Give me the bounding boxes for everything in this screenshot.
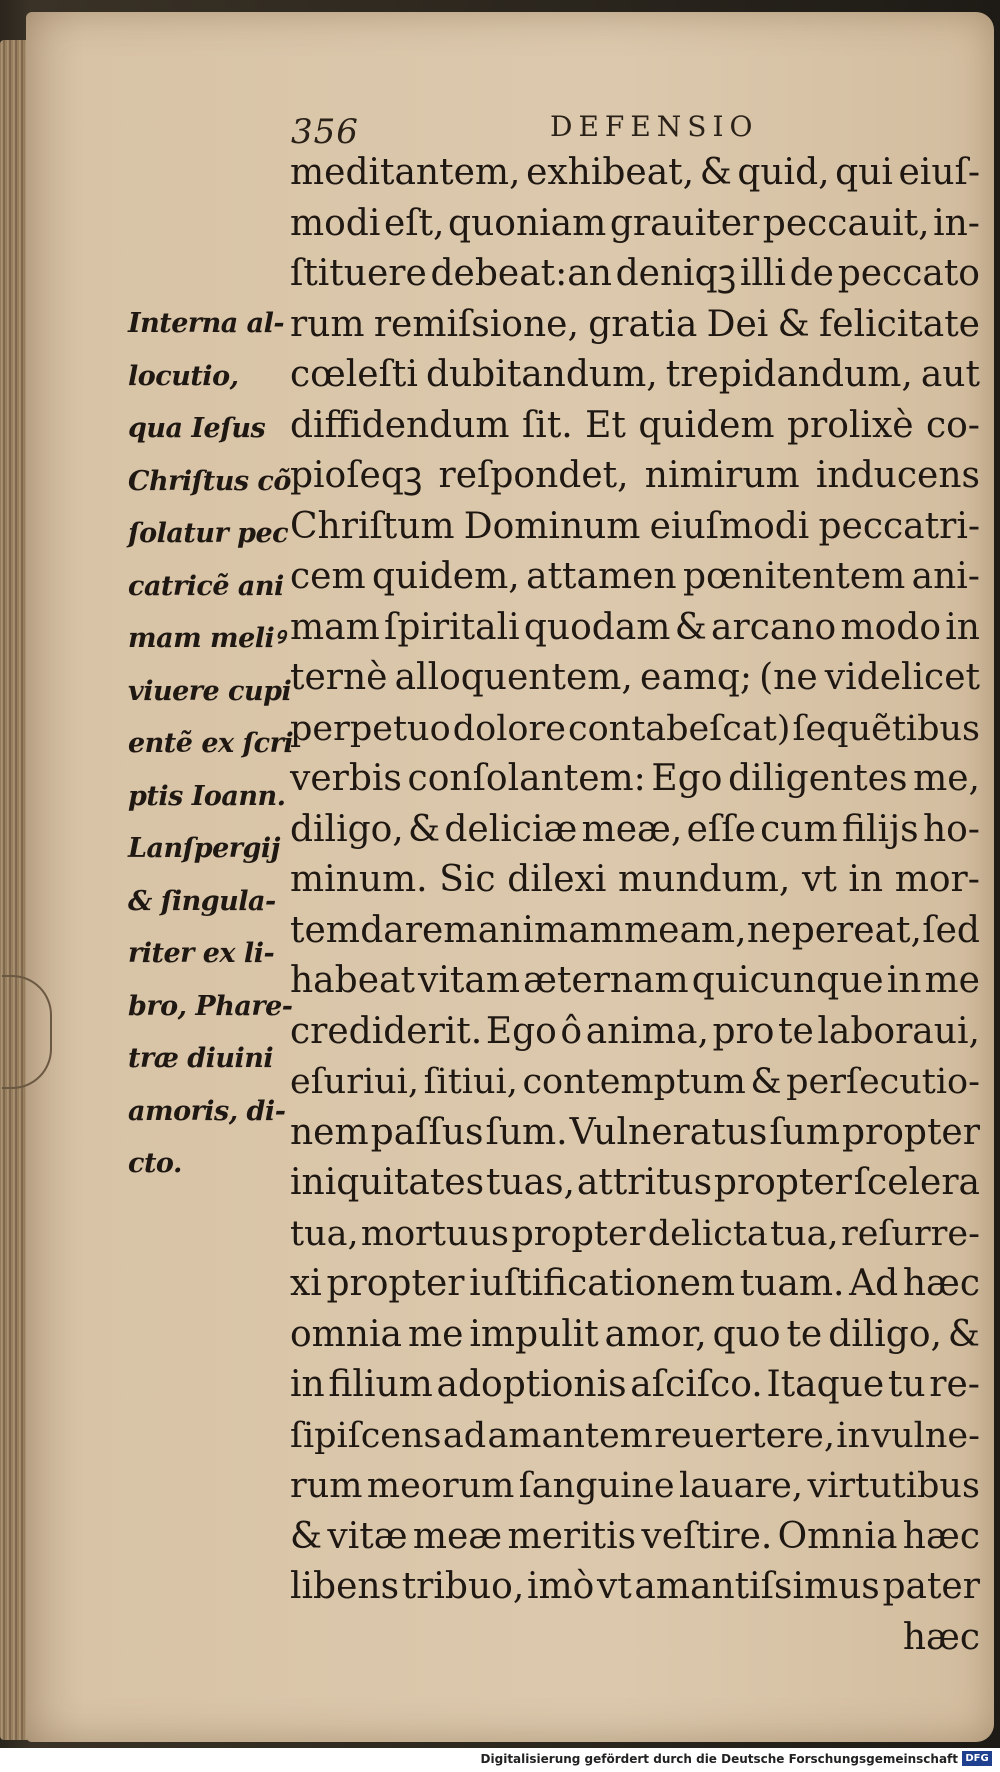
text-word: alloquentem, [394, 657, 633, 698]
text-word: pioſeqꝫ [290, 455, 423, 496]
text-word: ſed [922, 909, 980, 951]
text-word: ſpiritali [384, 606, 520, 648]
text-word: meæ, [581, 808, 683, 850]
text-word: tua, [770, 1213, 839, 1254]
text-word: arcano [711, 606, 837, 648]
text-line [290, 199, 980, 250]
text-word: tuam. [739, 1263, 845, 1304]
text-word: libens [290, 1566, 400, 1607]
text-word: contabeſcat) [568, 708, 791, 749]
text-line [290, 1108, 980, 1159]
text-word: deniqꝫ [615, 253, 737, 294]
text-line [290, 148, 980, 199]
text-word: pro [712, 1010, 775, 1052]
text-line [290, 956, 980, 1007]
text-word: Itaque [766, 1364, 885, 1405]
text-word: mortuus [360, 1213, 510, 1254]
text-word: reſurre- [840, 1213, 980, 1254]
text-word: Ego [651, 758, 723, 799]
text-word: ô [560, 1010, 583, 1052]
text-word: quo [712, 1313, 781, 1355]
text-word: in- [933, 202, 980, 244]
page-number: 356 [291, 112, 359, 152]
text-word: xi [290, 1263, 322, 1304]
text-line [290, 552, 980, 603]
text-word: in [836, 1415, 871, 1456]
text-word: peccato [837, 253, 980, 294]
text-word: filijs [841, 808, 919, 850]
text-word: diffidendum [290, 404, 510, 446]
text-word: tu [887, 1364, 926, 1405]
text-word: mam [290, 606, 380, 648]
text-word: paſſus [370, 1111, 484, 1153]
text-word: impulit [469, 1313, 599, 1355]
text-line [290, 805, 980, 856]
text-word: & [290, 1515, 323, 1557]
text-word: ſcelera [853, 1162, 980, 1203]
margin-note [128, 298, 293, 1191]
text-word: & [408, 808, 441, 850]
text-word: Dei [706, 303, 769, 345]
text-word: in [290, 1364, 325, 1405]
text-word: qui [835, 152, 893, 193]
text-word: meæ [412, 1515, 503, 1557]
text-word: mundum, [618, 859, 791, 900]
text-word: filium [328, 1364, 433, 1405]
text-word: tribuo, [401, 1566, 525, 1607]
text-word: eſt, [383, 202, 445, 244]
margin-note-line: & ſingula- [128, 885, 276, 917]
text-word: me [924, 960, 980, 1001]
text-word: meam, [624, 909, 747, 951]
text-word: Ego [485, 1010, 557, 1052]
text-line [290, 1310, 980, 1361]
catchword-text: hæc [902, 1616, 980, 1658]
text-line [290, 1259, 980, 1310]
text-word: me, [913, 758, 980, 799]
text-word: iuſtificationem [469, 1263, 736, 1304]
text-line [290, 1411, 980, 1462]
text-word: (ne [759, 657, 818, 698]
margin-note-line: Interna al- [128, 308, 285, 339]
text-word: deliciæ [444, 808, 578, 850]
margin-note-line: cto. [128, 1148, 182, 1179]
text-word: ternè [290, 657, 388, 698]
text-word: pereat, [791, 909, 922, 951]
text-word: imò [526, 1566, 595, 1607]
text-word: delicta [647, 1213, 768, 1254]
text-word: videlicet [824, 657, 980, 698]
text-line [290, 1158, 980, 1209]
text-word: Chriſtum [290, 505, 455, 547]
text-word: & [699, 152, 732, 193]
text-word: perpetuo [290, 708, 451, 749]
text-word: minum. [290, 859, 428, 900]
text-line [290, 1007, 980, 1058]
text-word: re- [929, 1364, 980, 1405]
text-word: ſequẽtibus [792, 708, 980, 749]
text-word: grauiter [609, 202, 760, 244]
text-word: cem [290, 556, 366, 597]
text-word: te [786, 1313, 823, 1355]
text-word: ani- [911, 556, 980, 597]
text-word: cœleſti [290, 354, 418, 395]
margin-note-line: qua Ieſus [128, 413, 266, 444]
text-word: tuas, [485, 1162, 576, 1203]
text-word: attritus [576, 1162, 713, 1203]
catchword [290, 1613, 980, 1664]
text-word: aſciſco. [630, 1364, 763, 1405]
text-word: ſum. [485, 1111, 568, 1153]
text-word: & [777, 303, 810, 345]
text-word: quodam [523, 606, 671, 648]
text-word: ho- [922, 808, 980, 850]
text-word: nem [290, 1111, 369, 1153]
margin-note-line: riter ex li- [128, 938, 275, 969]
margin-note-line: locutio, [128, 360, 239, 392]
margin-note-line: amoris, di- [128, 1095, 286, 1127]
text-word: amor, [604, 1313, 707, 1355]
text-word: & [750, 1062, 782, 1102]
text-word: Omnia [777, 1515, 898, 1557]
text-line [290, 1461, 980, 1512]
text-word: amantem [487, 1415, 653, 1456]
text-word: Et [585, 404, 626, 446]
text-word: attamen [526, 556, 677, 597]
text-word: animam [477, 909, 624, 951]
text-word: ſum [769, 1111, 840, 1153]
text-word: peccatri- [818, 505, 980, 547]
text-word: eſſe [686, 808, 756, 850]
text-word: pater [882, 1566, 980, 1607]
text-word: reuertere, [654, 1415, 835, 1456]
text-word: diligo, [828, 1313, 942, 1355]
margin-note-line: træ diuini [128, 1043, 274, 1074]
text-word: Dominum [463, 505, 641, 547]
text-word: quoniam [448, 202, 607, 244]
text-word: æternam [523, 960, 689, 1001]
text-word: tem [290, 909, 360, 951]
text-word: prolixè [786, 404, 914, 446]
text-word: dilexi [507, 859, 607, 900]
text-word: propter [511, 1213, 646, 1254]
margin-note-line: ſolatur pec [128, 518, 289, 549]
text-word: in [945, 606, 980, 648]
text-word: inducens [815, 455, 980, 496]
text-word: eiuſmodi [649, 505, 810, 547]
text-word: felicitate [818, 303, 980, 345]
text-word: Sic [439, 859, 496, 900]
footer-credit: Digitalisierung gefördert durch die Deutsche Forschungsgemeinschaft [480, 1752, 958, 1766]
text-line [290, 1057, 980, 1108]
text-line [290, 704, 980, 755]
text-word: habeat [290, 960, 415, 1001]
text-word: omnia [290, 1313, 402, 1355]
text-word: quicunque [691, 960, 884, 1001]
text-word: in [886, 960, 922, 1001]
text-line [290, 451, 980, 502]
text-line [290, 249, 980, 300]
text-word: diligentes [728, 758, 908, 799]
dfg-logo: DFG [962, 1751, 992, 1766]
text-line [290, 754, 980, 805]
text-word: lauare, [678, 1466, 804, 1506]
text-word: adoptionis [436, 1364, 627, 1405]
margin-note-line: ptis Ioann. [128, 780, 286, 812]
text-line [290, 1512, 980, 1563]
text-word: meditantem, [290, 152, 521, 193]
text-word: exhibeat, [526, 152, 695, 193]
text-word: vulne- [871, 1415, 980, 1456]
text-word: hæc [902, 1263, 980, 1304]
main-text-block [290, 148, 980, 1663]
text-word: vitam [418, 960, 520, 1001]
text-word: propter [326, 1263, 465, 1304]
text-word: anima, [585, 1010, 709, 1052]
text-line [290, 1562, 980, 1613]
text-word: laboraui, [817, 1010, 980, 1052]
text-line [290, 401, 980, 452]
text-word: verbis [290, 758, 402, 799]
text-line [290, 502, 980, 553]
text-word: te [778, 1010, 814, 1052]
text-word: crediderit. [290, 1010, 483, 1052]
text-word: dolore [452, 708, 566, 749]
text-word: ſanguine [518, 1466, 675, 1506]
text-word: ſtituere [290, 253, 427, 294]
text-word: quidem [638, 404, 775, 446]
text-word: Ad [849, 1263, 899, 1304]
text-line [290, 1209, 980, 1260]
text-word: quid, [737, 152, 830, 193]
text-word: conſolantem: [407, 758, 646, 799]
text-word: remiſsione, [373, 303, 579, 345]
text-word: amantiſsimus [634, 1566, 880, 1607]
text-word: meorum [366, 1466, 515, 1506]
text-word: perſecutio- [786, 1062, 980, 1102]
margin-note-line: catricẽ ani [128, 570, 284, 602]
text-word: veſtire. [641, 1515, 773, 1557]
text-word: de [789, 253, 834, 294]
margin-note-line: entẽ ex ſcri [128, 728, 294, 759]
text-word: vt [801, 859, 837, 900]
margin-note-line: Lanſpergij [128, 833, 280, 864]
text-word: ſitiui, [423, 1062, 518, 1102]
text-word: contemptum [522, 1062, 746, 1102]
margin-note-line: bro, Phare- [128, 990, 293, 1022]
text-line [290, 350, 980, 401]
text-word: trepidandum, [665, 354, 913, 395]
text-word: propter [841, 1111, 980, 1153]
text-word: ne [746, 909, 792, 951]
text-word: & [947, 1313, 980, 1355]
text-word: ſit. [521, 404, 573, 446]
text-line [290, 855, 980, 906]
margin-note-line: Chriſtus cõ [128, 465, 291, 497]
page-clip-mark [2, 975, 52, 1089]
text-word: rum [290, 303, 365, 345]
text-word: hæc [902, 1515, 980, 1557]
running-head: DEFENSIO [550, 110, 759, 143]
text-word: darem [360, 909, 478, 951]
text-word: mor- [894, 859, 980, 900]
text-word: nimirum [644, 455, 800, 496]
text-word: eamq; [639, 657, 753, 698]
text-word: meritis [507, 1515, 637, 1557]
text-word: aut [920, 354, 980, 395]
text-word: cum [760, 808, 838, 850]
text-line [290, 906, 980, 957]
text-word: & [674, 606, 707, 648]
text-word: vt [596, 1566, 632, 1607]
text-word: gratia [588, 303, 698, 345]
text-line [290, 653, 980, 704]
text-word: tua, [290, 1213, 359, 1254]
text-word: eiuſ- [898, 152, 980, 193]
margin-note-line: mam meliꝰ [128, 623, 285, 654]
text-word: pœnitentem [683, 556, 906, 597]
text-word: in [848, 859, 884, 900]
text-word: co- [925, 404, 980, 446]
text-word: modo [840, 606, 942, 648]
text-word: peccauit, [762, 202, 930, 244]
text-line [290, 300, 980, 351]
text-word: quidem, [372, 556, 520, 597]
text-word: diligo, [290, 808, 404, 850]
text-word: me [407, 1313, 464, 1355]
text-word: rum [290, 1466, 363, 1506]
text-word: debeat:an [430, 253, 612, 294]
text-word: Vulneratus [569, 1111, 768, 1153]
text-word: dubitandum, [425, 354, 658, 395]
text-word: ſipiſcens [290, 1415, 442, 1456]
text-word: reſpondet, [438, 455, 629, 496]
text-line [290, 1360, 980, 1411]
text-word: modi [290, 202, 381, 244]
margin-note-line: viuere cupi [128, 675, 292, 707]
text-word: virtutibus [807, 1466, 980, 1506]
text-word: iniquitates [290, 1162, 485, 1203]
text-word: propter [713, 1162, 852, 1203]
text-word: illi [739, 253, 786, 294]
text-word: eſuriui, [290, 1062, 419, 1102]
text-word: vitæ [327, 1515, 408, 1557]
text-word: ad [442, 1415, 487, 1456]
text-line [290, 603, 980, 654]
